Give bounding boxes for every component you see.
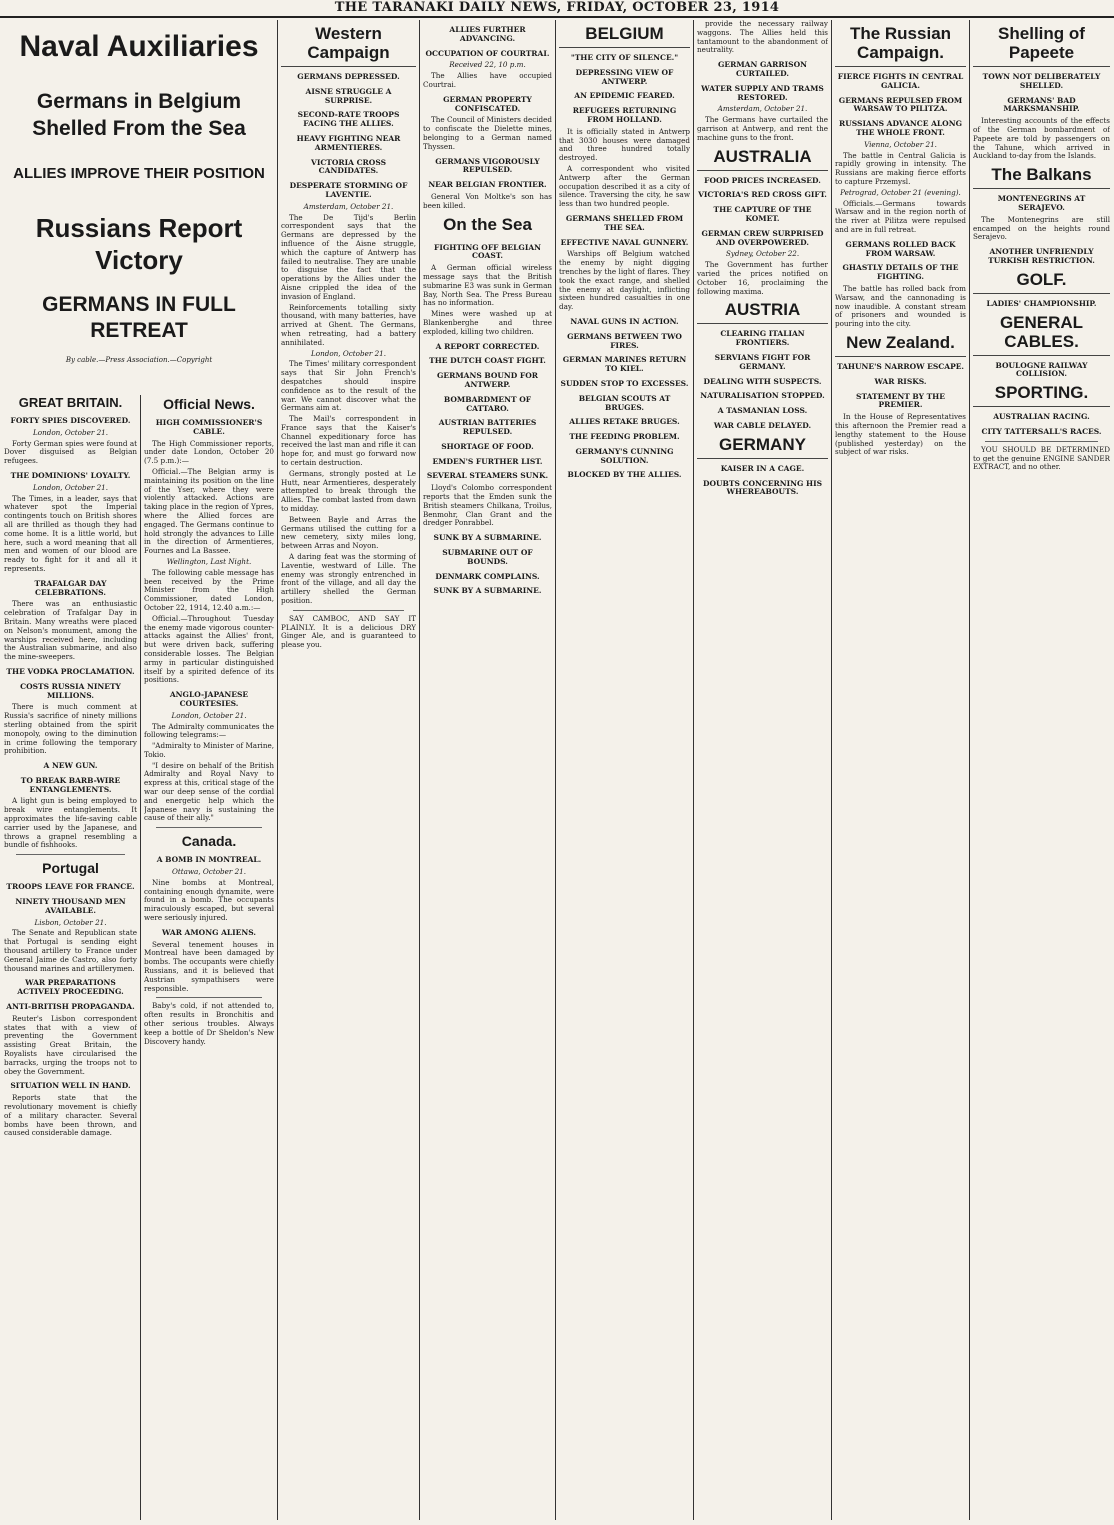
- column-rule: [693, 20, 694, 1520]
- byline: By cable.—Press Association.—Copyright: [65, 356, 213, 364]
- subheading: DESPERATE STORMING OF LAVENTIE.: [289, 181, 408, 199]
- subheading: WAR PREPARATIONS ACTIVELY PROCEEDING.: [17, 978, 124, 997]
- subheading: ALLIES RETAKE BRUGES.: [569, 417, 680, 427]
- paragraph: Nine bombs at Montreal, containing enough dynamite, were found in a bomb. The occupants miraculously escaped, but several were seriously injured.: [144, 877, 274, 923]
- subheading: GERMAN PROPERTY CONFISCATED.: [443, 94, 532, 113]
- paragraph: A daring feat was the storming of Laventie, westward of Lille. The enemy was strongly entrenched in front of the village, and all day the artillery shelled the German position.: [281, 552, 416, 606]
- subheading: AISNE STRUGGLE A SURPRISE.: [305, 86, 392, 105]
- subheading: SECOND-RATE TROOPS FACING THE ALLIES.: [297, 110, 400, 129]
- paragraph: The Senate and Republican state that Portugal is sending eight thousand artillery to France under General Jaime de Castro, also forty thousand marines and artillerymen.: [4, 928, 137, 973]
- subheading: SEVERAL STEAMERS SUNK.: [426, 471, 549, 481]
- subheading: DOUBTS CONCERNING HIS WHEREABOUTS.: [702, 478, 823, 497]
- subheading: GERMANS ROLLED BACK FROM WARSAW.: [845, 239, 956, 258]
- paragraph: The battle in Central Galicia is rapidly growing in intensity. The Russians are making fierce efforts to capture Przemysl.: [835, 150, 966, 186]
- section-title: GOLF.: [973, 270, 1110, 294]
- dateline: London, October 21.: [311, 348, 386, 358]
- advertisement: YOU SHOULD BE DETERMINED to get the genuine ENGINE SANDER EXTRACT, and no other.: [973, 444, 1110, 472]
- paragraph: The Allies have occupied Courtrai.: [423, 71, 552, 89]
- paragraph: Several tenement houses in Montreal have been damaged by bombs. The occupants were chiefly Russians, and it is believed that Austrian sympathisers were responsible.: [144, 939, 274, 993]
- dateline: Vienna, October 21.: [864, 139, 937, 149]
- paragraph: It is officially stated in Antwerp that 3030 houses were damaged and three hundred totally destroyed.: [559, 126, 690, 163]
- subheading: SUNK BY A SUBMARINE.: [433, 586, 542, 596]
- subheading: KAISER IN A CAGE.: [720, 463, 805, 473]
- western-campaign-column: [281, 20, 416, 1520]
- subheading: TRAFALGAR DAY CELEBRATIONS.: [34, 578, 107, 597]
- section-title: Official News.: [163, 396, 255, 412]
- paragraph: The High Commissioner reports, under date London, October 20 (7.5 p.m.):—: [144, 438, 274, 466]
- subheading: GERMANS REPULSED FROM WARSAW TO PILITZA.: [838, 95, 963, 114]
- dateline: Amsterdam, October 21.: [303, 201, 394, 211]
- paragraph: Mines were washed up at Blankenberghe and three exploded, killing two children.: [423, 309, 552, 336]
- subheading: AUSTRALIAN RACING.: [993, 412, 1090, 422]
- dateline: Petrograd, October 21 (evening).: [840, 187, 961, 197]
- subheading: A REPORT CORRECTED.: [435, 341, 540, 351]
- section-title: Western Campaign: [281, 24, 416, 67]
- divider: [156, 997, 262, 998]
- belgium-column: [559, 20, 690, 1520]
- subheading: CLEARING ITALIAN FRONTIERS.: [720, 329, 805, 348]
- paragraph: The Germans have curtailed the garrison at Antwerp, and rent the machine guns to the front.: [697, 115, 828, 142]
- section-title: GERMANY: [697, 435, 828, 459]
- subheading: BOULOGNE RAILWAY COLLISION.: [995, 360, 1088, 379]
- paragraph: Interesting accounts of the effects of the German bombardment of Papeete are told by passengers on the Tahune, which arrived in Auckland to-day from the Islands.: [973, 116, 1110, 161]
- subheading: WAR RISKS.: [874, 376, 927, 386]
- subheading: AUSTRIAN BATTERIES REPULSED.: [438, 418, 537, 437]
- section-title: On the Sea: [443, 214, 532, 234]
- subheading: GERMANS' BAD MARKSMANSHIP.: [1003, 95, 1080, 114]
- subheading: THE FEEDING PROBLEM.: [569, 432, 680, 442]
- masthead: THE TARANAKI DAILY NEWS, FRIDAY, OCTOBER 23, 1914: [0, 0, 1114, 18]
- paragraph: The Council of Ministers decided to confiscate the Dielette mines, belonging to a German named Thyssen.: [423, 115, 552, 151]
- subheading: NEAR BELGIAN FRONTIER.: [428, 180, 547, 190]
- paragraph: Germans, strongly posted at Le Hutt, near Armentieres, desperately attempted to break through the Allies. The combat lasted from dawn to midday.: [281, 468, 416, 514]
- paragraph: There is much comment at Russia's sacrifice of ninety millions sterling obtained from the spirit monopoly, owing to the diminution in crime following the temporary prohibition.: [4, 702, 137, 756]
- dateline: Ottawa, October 21.: [171, 867, 247, 877]
- divider: [293, 610, 404, 611]
- subheading: WAR CABLE DELAYED.: [713, 420, 812, 430]
- subheading: EMDEN'S FURTHER LIST.: [432, 456, 543, 466]
- subheading: GERMANS SHELLED FROM THE SEA.: [565, 213, 684, 232]
- subheading: ANGLO-JAPANESE COURTESIES.: [169, 690, 249, 708]
- divider: [16, 854, 125, 855]
- subheading: EFFECTIVE NAVAL GUNNERY.: [560, 237, 689, 247]
- sub-headline: ALLIES IMPROVE THEIR POSITION: [13, 165, 265, 182]
- subheading: A TASMANIAN LOSS.: [717, 406, 808, 416]
- great-britain-column: [4, 395, 137, 1520]
- subheading: BOMBARDMENT OF CATTARO.: [443, 394, 532, 413]
- paragraph: General Von Moltke's son has been killed.: [423, 191, 552, 210]
- subheading: NATURALISATION STOPPED.: [700, 391, 825, 401]
- subheading: DENMARK COMPLAINS.: [435, 571, 540, 581]
- official-news-column: [144, 395, 274, 1520]
- subheading: BELGIAN SCOUTS AT BRUGES.: [578, 393, 671, 412]
- subheading: FORTY SPIES DISCOVERED.: [10, 416, 131, 425]
- subheading: SERVIANS FIGHT FOR GERMANY.: [714, 352, 811, 371]
- papeete-column: [973, 20, 1110, 1520]
- subheading: THE CAPTURE OF THE KOMET.: [713, 205, 812, 223]
- section-title: GENERAL CABLES.: [973, 313, 1110, 356]
- subheading: GERMAN MARINES RETURN TO KIEL.: [562, 355, 687, 374]
- subheading: SUNK BY A SUBMARINE.: [433, 533, 542, 543]
- subheading: FIERCE FIGHTS IN CENTRAL GALICIA.: [837, 72, 964, 90]
- subheading: DEPRESSING VIEW OF ANTWERP.: [575, 67, 674, 86]
- subheading: HEAVY FIGHTING NEAR ARMENTIERES.: [296, 133, 401, 152]
- subheading: ANOTHER UNFRIENDLY TURKISH RESTRICTION.: [988, 247, 1095, 265]
- subheading: A NEW GUN.: [43, 761, 98, 771]
- dateline: London, October 21.: [171, 710, 247, 720]
- section-title: The Balkans: [973, 165, 1110, 189]
- sub-headline: Germans in Belgium Shelled From the Sea: [32, 90, 246, 140]
- australia-column: [697, 20, 828, 1520]
- column-rule: [555, 20, 556, 1520]
- section-title: GREAT BRITAIN.: [18, 395, 123, 410]
- subheading: HIGH COMMISSIONER'S CABLE.: [155, 418, 263, 436]
- paragraph: Between Bayle and Arras the Germans utilised the cutting for a new cemetery, sixty miles long, between Arras and Noyon.: [281, 514, 416, 551]
- section-title: AUSTRIA: [697, 300, 828, 324]
- section-title: BELGIUM: [559, 24, 690, 48]
- section-title: Canada.: [181, 833, 237, 850]
- subheading: WAR AMONG ALIENS.: [161, 927, 257, 937]
- subheading: AN EPIDEMIC FEARED.: [574, 91, 675, 101]
- dateline: Lisbon, October 21.: [34, 917, 107, 927]
- paragraph: "Admiralty to Minister of Marine, Tokio.: [144, 741, 274, 759]
- subheading: FOOD PRICES INCREASED.: [704, 175, 821, 185]
- section-title: New Zealand.: [835, 333, 966, 357]
- subheading: MONTENEGRINS AT SERAJEVO.: [997, 194, 1086, 212]
- subheading: GERMAN CREW SURPRISED AND OVERPOWERED.: [701, 228, 824, 247]
- subheading: TO BREAK BARB-WIRE ENTANGLEMENTS.: [20, 775, 121, 794]
- divider: [156, 827, 262, 828]
- subheading: GERMANS BETWEEN TWO FIRES.: [567, 331, 682, 350]
- subheading: WATER SUPPLY AND TRAMS RESTORED.: [701, 83, 824, 102]
- subheading: GHASTLY DETAILS OF THE FIGHTING.: [842, 263, 959, 282]
- paragraph: Reinforcements totalling sixty thousand, with many batteries, have arrived at Ghent. The Germans, when retreating, had a battery annihilated.: [281, 302, 416, 347]
- section-title: SPORTING.: [973, 383, 1110, 407]
- subheading: VICTORIA'S RED CROSS GIFT.: [698, 190, 827, 200]
- paragraph: The battle has rolled back from Warsaw, and the cannonading is now inaudible. A constant stream of prisoners and wounded is pouring into the city.: [835, 283, 966, 329]
- paragraph: In the House of Representatives this afternoon the Premier read a lengthy statement to the House (published yesterday) on the subject of war risks.: [835, 412, 966, 457]
- divider: [985, 441, 1098, 442]
- subheading: ANTI-BRITISH PROPAGANDA.: [6, 1002, 135, 1012]
- subheading: VICTORIA CROSS CANDIDATES.: [311, 157, 386, 176]
- subheading: A BOMB IN MONTREAL.: [156, 855, 262, 865]
- paragraph: Forty German spies were found at Dover disguised as Belgian refugees.: [4, 438, 137, 466]
- section-title: Portugal: [42, 860, 99, 877]
- paragraph: Reuter's Lisbon correspondent states that with a view of preventing the Government assisting Great Britain, the Royalists have circularised the barracks, urging the troops not to obey the Government.: [4, 1013, 137, 1076]
- subheading: REFUGEES RETURNING FROM HOLLAND.: [572, 106, 677, 124]
- subheading: DEALING WITH SUSPECTS.: [703, 376, 822, 386]
- advertisement: Baby's cold, if not attended to, often results in Bronchitis and other serious troubles. Always keep a bottle of Dr Sheldon's New Discovery handy.: [144, 1001, 274, 1046]
- column-rule: [277, 20, 278, 1520]
- dateline: London, October 21.: [33, 482, 108, 492]
- dateline: Sydney, October 22.: [725, 249, 800, 259]
- subheading: CITY TATTERSALL'S RACES.: [981, 426, 1102, 436]
- dateline: Wellington, Last Night.: [166, 556, 252, 566]
- paragraph: The Times, in a leader, says that whatever spot the Imperial contingents touch on British shores all are thrilled as though they had come home. It is a little world, but here, such a word meaning that all men and women of our blood are ready to fight for it and all it represents.: [4, 493, 137, 573]
- paragraph: A light gun is being employed to break wire entanglements. It approximates the life-saving cable carrier used by the Japanese, and throws a grapnel resembling a bundle of fishhooks.: [4, 796, 137, 850]
- subheading: STATEMENT BY THE PREMIER.: [856, 391, 945, 410]
- paragraph: The Admiralty communicates the following telegrams:—: [144, 721, 274, 740]
- subheading: FIGHTING OFF BELGIAN COAST.: [434, 242, 541, 261]
- allies-column: [423, 20, 552, 1520]
- subheading: GERMANS BOUND FOR ANTWERP.: [437, 371, 538, 389]
- subheading: TOWN NOT DELIBERATELY SHELLED.: [982, 72, 1101, 90]
- paragraph: A German official wireless message says that the British submarine E3 was sunk in German Bay, North Sea. The Press Bureau has no information.: [423, 263, 552, 308]
- subheading: GERMANS VIGOROUSLY REPULSED.: [435, 156, 540, 175]
- subheading: THE DOMINIONS' LOYALTY.: [10, 470, 131, 480]
- paragraph: The De Tijd's Berlin correspondent says that the Germans are depressed by the influence of the Aisne struggle, which the capture of Antwerp has failed to neutralise. They are unable to disguise the fact that the operations by the Allies under the Aisne crippled the idea of the invasion of England.: [281, 212, 416, 301]
- subheading: SITUATION WELL IN HAND.: [10, 1081, 131, 1091]
- subheading: ALLIES FURTHER ADVANCING.: [449, 25, 526, 43]
- subheading: NINETY THOUSAND MEN AVAILABLE.: [15, 897, 126, 915]
- column-rule: [831, 20, 832, 1520]
- paragraph: Official.—Throughout Tuesday the enemy made vigorous counter-attacks against the Allies' front, but were driven back, suffering considerable losses. The Belgian army in particular distinguished itself by a spirited defence of its positions.: [144, 613, 274, 685]
- paragraph: Warships off Belgium watched the enemy by night digging trenches by the light of flares. They took the exact range, and shelled the enemy at daylight, inflicting sixteen hundred casualties in one day.: [559, 249, 690, 312]
- subheading: THE VODKA PROCLAMATION.: [6, 666, 135, 676]
- subheading: SUDDEN STOP TO EXCESSES.: [560, 378, 689, 388]
- paragraph: Official.—The Belgian army is maintaining its position on the line of the Yser, where they were violently attacked. Actions are taking place in the region of Ypres, where the Allied forces are engaged. The Germans continue to hold strongly the advances to Lille in the direction of Armentieres, Fournes and La Bassee.: [144, 466, 274, 556]
- paragraph: The Times' military correspondent says that Sir John French's despatches should inspire confidence as to the result of the war. We cannot discover what the Germans aim at.: [281, 359, 416, 413]
- subheading: NAVAL GUNS IN ACTION.: [570, 316, 679, 326]
- subheading: LADIES' CHAMPIONSHIP.: [986, 298, 1097, 308]
- subheading: GERMANS DEPRESSED.: [297, 72, 400, 81]
- subheading: OCCUPATION OF COURTRAI.: [425, 48, 550, 58]
- subheading: SHORTAGE OF FOOD.: [441, 441, 534, 451]
- subheading: GERMANY'S CUNNING SOLUTION.: [575, 446, 674, 465]
- subheading: SUBMARINE OUT OF BOUNDS.: [442, 548, 533, 566]
- paragraph: Officials.—Germans towards Warsaw and in the region north of the river at Pilitza were repulsed and are in full retreat.: [835, 198, 966, 234]
- paragraph: There was an enthusiastic celebration of Trafalgar Day in Britain. Many wreaths were placed on Nelson's monument, among the warships received here, including the Australian submarine, and also the mine-sweepers.: [4, 599, 137, 662]
- russian-campaign-column: [835, 20, 966, 1520]
- paragraph: The Government has further varied the prices notified on October 16, proclaiming the following maxima.: [697, 260, 828, 296]
- subheading: BLOCKED BY THE ALLIES.: [567, 470, 682, 480]
- dateline: Received 22, 10 p.m.: [449, 60, 526, 70]
- section-title: AUSTRALIA: [697, 147, 828, 171]
- paragraph: The Montenegrins are still encamped on the heights round Serajevo.: [973, 214, 1110, 242]
- advertisement: SAY CAMBOC, AND SAY IT PLAINLY. It is a delicious DRY Ginger Ale, and is guaranteed to please you.: [281, 613, 416, 650]
- column-rule: [969, 20, 970, 1520]
- subheading: TAHUNE'S NARROW ESCAPE.: [836, 361, 965, 371]
- sub-headline: GERMANS IN FULL RETREAT: [42, 293, 236, 342]
- subheading: RUSSIANS ADVANCE ALONG THE WHOLE FRONT.: [839, 119, 962, 137]
- subheading: "THE CITY OF SILENCE.": [570, 53, 679, 62]
- paragraph: The following cable message has been received by the Prime Minister from the High Commissioner, dated London, October 22, 1914, 12.40 a.m.:—: [144, 567, 274, 612]
- subheading: COSTS RUSSIA NINETY MILLIONS.: [20, 681, 121, 700]
- paragraph: provide the necessary railway waggons. The Allies held this tantamount to the abandonment of neutrality.: [697, 20, 828, 55]
- section-title: Shelling of Papeete: [973, 24, 1110, 67]
- sub-headline: Russians Report Victory: [35, 213, 243, 275]
- paragraph: The Mail's correspondent in France says that the Kaiser's Channel expeditionary force has received the last man and rifle it can hope for, and must go forward now to certain destruction.: [281, 414, 416, 468]
- dateline: Amsterdam, October 21.: [717, 104, 808, 114]
- column-rule: [419, 20, 420, 1520]
- paragraph: Reports state that the revolutionary movement is chiefly of a military character. Several bombs have been thrown, and caused considerable damage.: [4, 1093, 137, 1138]
- subheading: GERMAN GARRISON CURTAILED.: [718, 60, 807, 78]
- subheading: THE DUTCH COAST FIGHT.: [429, 356, 546, 366]
- dateline: London, October 21.: [33, 427, 108, 437]
- paragraph: "I desire on behalf of the British Admiralty and Royal Navy to express at this, critical stage of the war our deep sense of the cordial and energetic help which the Japanese navy is sustaining the cause of their ally.": [144, 760, 274, 823]
- subheading: TROOPS LEAVE FOR FRANCE.: [6, 882, 135, 892]
- main-headline: Naval Auxiliaries: [19, 30, 259, 63]
- paragraph: A correspondent who visited Antwerp after the German occupation described it as a city of silence. Traversing the city, he saw less than two hundred people.: [559, 163, 690, 209]
- paragraph: Lloyd's Colombo correspondent reports that the Emden sunk the British steamers Chilkana, Troilus, Benmohr, Clan Grant and the dredger Ponrabbel.: [423, 483, 552, 528]
- section-title: The Russian Campaign.: [835, 24, 966, 67]
